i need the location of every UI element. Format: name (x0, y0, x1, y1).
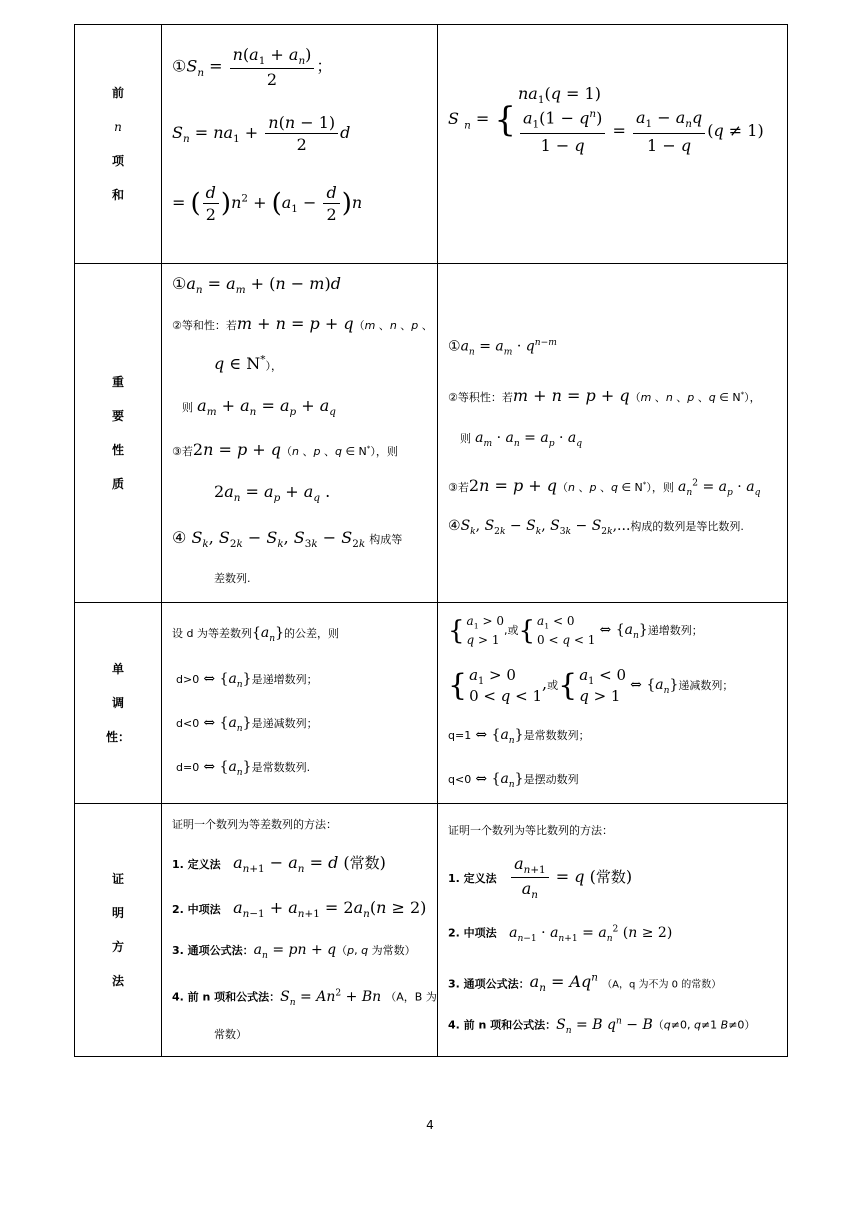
text: 是摆动数列 (523, 773, 579, 786)
text: 是常数数列； (523, 729, 590, 742)
row-header-monotonicity (75, 603, 162, 804)
arith-mono-cell (162, 603, 438, 804)
text: 则 (182, 401, 193, 414)
arith-mono-const: d=0 ⇔ $\{a_n\}$是常数数列. (176, 759, 311, 778)
arith-prop-2b: q ∈ N*）， (214, 354, 282, 374)
arith-prop-3: ③若2n = p + q（n 、p 、q ∈ N*），则 (172, 440, 398, 459)
text: d<0 (176, 717, 200, 730)
text: ，则 (651, 481, 674, 494)
geo-proof-4: 4. 前 n 项和公式法：$S_n = B$ $q^n - B(q\ne 0$, q≠1 B≠0） (448, 1016, 756, 1036)
arith-prop-1: $①a_n = a_m + (n - m)d$ (172, 274, 341, 297)
arith-proof-1: 1. 定义法 $a_{n+1} - a_n = d$ (常数) (172, 853, 386, 876)
text: 4. 前 n 项和公式法： (172, 990, 281, 1004)
label-char: 质 (111, 477, 124, 491)
text: d>0 (176, 673, 200, 686)
text: 证明一个数列为等差数列的方法： (172, 818, 337, 831)
sequence-comparison-table (74, 24, 788, 1057)
label-char: 要 (111, 409, 124, 423)
text: 递减数列； (678, 679, 734, 693)
text: 1. 定义法 (448, 872, 497, 886)
geo-mono-const: q=1 ⇔ $\{a_n\}$是常数数列； (448, 727, 590, 746)
arith-mono-dec: d<0 ⇔ $\{a_n\}$是递减数列； (176, 715, 318, 734)
arith-proof-cell (162, 804, 438, 1057)
label-char: 性 (111, 443, 124, 457)
text: 常数 (595, 868, 626, 887)
row-sum (75, 25, 788, 264)
label-char: 单 (111, 662, 124, 676)
geo-prop-1: $①a_n = a_m \cdot q^{n-m}$ (448, 338, 557, 358)
text: 常数 (349, 854, 380, 872)
arith-mono-inc: d>0 ⇔ $\{a_n\}$是递增数列； (176, 671, 318, 690)
arith-sum-formula-1: $①S_n$ = $\frac{n(a_1 + a_n)}{2}$ ； (172, 45, 333, 90)
geo-proof-1: 1. 定义法 $\frac{a_{n+1}}{a_n}$ = q (常数) (448, 854, 633, 902)
label-char: 方 (111, 940, 124, 954)
geo-mono-inc: { $a_1 > 0$ q > 1 ,或 { $a_1 < 0$ 0 < q < 1 ⇔ $\{a_n\}$递增数列； (448, 614, 703, 647)
geo-mono-cell (438, 603, 788, 804)
label-char: 重 (111, 375, 124, 389)
label-char: 和 (111, 188, 124, 202)
row-monotonicity (75, 603, 788, 804)
label-char: 法 (111, 974, 124, 988)
geo-sum-cell (438, 25, 788, 264)
text: ②等积性：若 (448, 391, 513, 404)
text: 证明一个数列为等比数列的方法： (448, 824, 613, 837)
arith-proof-3: 3. 通项公式法：$a_n$ = pn + q（p, q 为常数） (172, 942, 416, 961)
label-char: n (114, 120, 122, 134)
text: 设 d 为等差数列 (172, 627, 252, 640)
geo-sum-formula: S $_n$ = { $na_1(q = 1)$ $\frac{a_1(1 - q^n)}{1 - q}$ = $\frac{a_1 - a_nq}{1 - q}$ (q ≠ 1) (448, 84, 764, 155)
text: 或 (507, 624, 519, 638)
arith-sum-formula-3: = ( $\frac{d}{2}$ )$n^2 + (a_1$ − $\frac{d}{2}$ )n (172, 183, 363, 224)
row-proof (75, 804, 788, 1057)
row-header-sum (75, 25, 162, 264)
geo-mono-swing: q<0 ⇔ $\{a_n\}$是摆动数列 (448, 771, 579, 790)
text: （A，q 为不为 0 的常数） (602, 979, 722, 991)
geo-mono-dec: { $a_1 > 0$ 0 < q < 1 ,或 { $a_1 < 0$ q > 1 ⇔ $\{a_n\}$递减数列； (448, 666, 734, 705)
arith-sum-cell (162, 25, 438, 264)
text: 2. 中项法 (172, 903, 221, 916)
arith-prop-2: ②等和性：若m + n = p + q（m 、n 、p 、 (172, 314, 433, 333)
page-number: 4 (426, 1118, 434, 1132)
text: 常数） (214, 1028, 247, 1041)
text: 4. 前 n 项和公式法： (448, 1018, 557, 1032)
row-properties (75, 264, 788, 603)
geo-prop-4: $④S_k$, $S_{2k} - S_k$, $S_{3k} - S_{2k}$,...构成的数列是等比数列. (448, 518, 744, 537)
text: q<0 (448, 773, 472, 786)
arith-sum-formula-2: $S_n = na_1$ + $\frac{n(n - 1)}{2}$ d (172, 113, 351, 154)
label-char: 证 (111, 872, 124, 886)
text: 则 (460, 432, 471, 445)
arith-prop-2c: 则 $a_m + a_n = a_p + a_q$ (182, 396, 336, 419)
label-char: 明 (111, 906, 124, 920)
label-char: 调 (111, 696, 124, 710)
arith-prop-3b: $2a_n = a_p + a_q$ . (214, 482, 331, 505)
label-char: 项 (111, 154, 124, 168)
text: ②等和性：若 (172, 319, 237, 332)
text: ，则 (375, 445, 398, 458)
geo-prop-2b: 则 $a_m \cdot a_n = a_p \cdot a_q$ (460, 430, 583, 449)
arith-proof-4: 4. 前 n 项和公式法：$S_n = An^2 + Bn$ （A，B 为 (172, 988, 437, 1008)
text: ③若 (172, 445, 193, 458)
text: （A，B 为 (385, 990, 437, 1004)
geo-proof-2: 2. 中项法 $a_{n-1} \cdot a_{n+1} = a_n^2$ (n ≥ 2) (448, 924, 673, 944)
text: 递增数列； (647, 624, 703, 638)
text: 是递增数列； (251, 673, 318, 686)
geo-prop-2: ②等积性：若m + n = p + q（m 、n 、p 、q ∈ N*）， (448, 386, 761, 405)
arith-proof-2: 2. 中项法 $a_{n-1} + a_{n+1} = 2a_n(n \ge 2)$ (172, 898, 427, 921)
row-header-properties (75, 264, 162, 603)
geo-prop-3: ③若2n = p + q（n 、p 、q ∈ N*），则 $a_n^2 = a_p \cdot a_q$ (448, 476, 761, 498)
text: 的公差，则 (284, 627, 340, 640)
text: 是递减数列； (251, 717, 318, 730)
text: 差数列. (214, 572, 251, 585)
text: 构成的数列是等比数列. (630, 520, 744, 533)
label-char: 性： (105, 730, 130, 744)
text: 1. 定义法 (172, 858, 221, 871)
text: ③若 (448, 481, 469, 494)
text: d=0 (176, 761, 200, 774)
label-char: 前 (111, 86, 124, 100)
geo-proof-cell (438, 804, 788, 1057)
geo-props-cell (438, 264, 788, 603)
arith-props-cell (162, 264, 438, 603)
arith-mono-intro: 设 d 为等差数列$\{a_n\}$的公差，则 (172, 625, 340, 644)
text: 为常数） (371, 944, 416, 957)
text: 构成等 (369, 533, 403, 546)
text: 或 (547, 679, 559, 693)
arith-prop-4: ④ $S_k$, $S_{2k} - S_k$, $S_{3k} - S_{2k}$ 构成等 (172, 528, 403, 551)
text: 3. 通项公式法： (172, 944, 254, 957)
text: 3. 通项公式法： (448, 977, 530, 991)
text: q=1 (448, 729, 472, 742)
row-header-proof (75, 804, 162, 1057)
text: 2. 中项法 (448, 926, 497, 940)
geo-proof-3: 3. 通项公式法：$a_n = Aq^n$ （A，q 为不为 0 的常数） (448, 972, 722, 995)
text: 是常数数列. (251, 761, 311, 774)
